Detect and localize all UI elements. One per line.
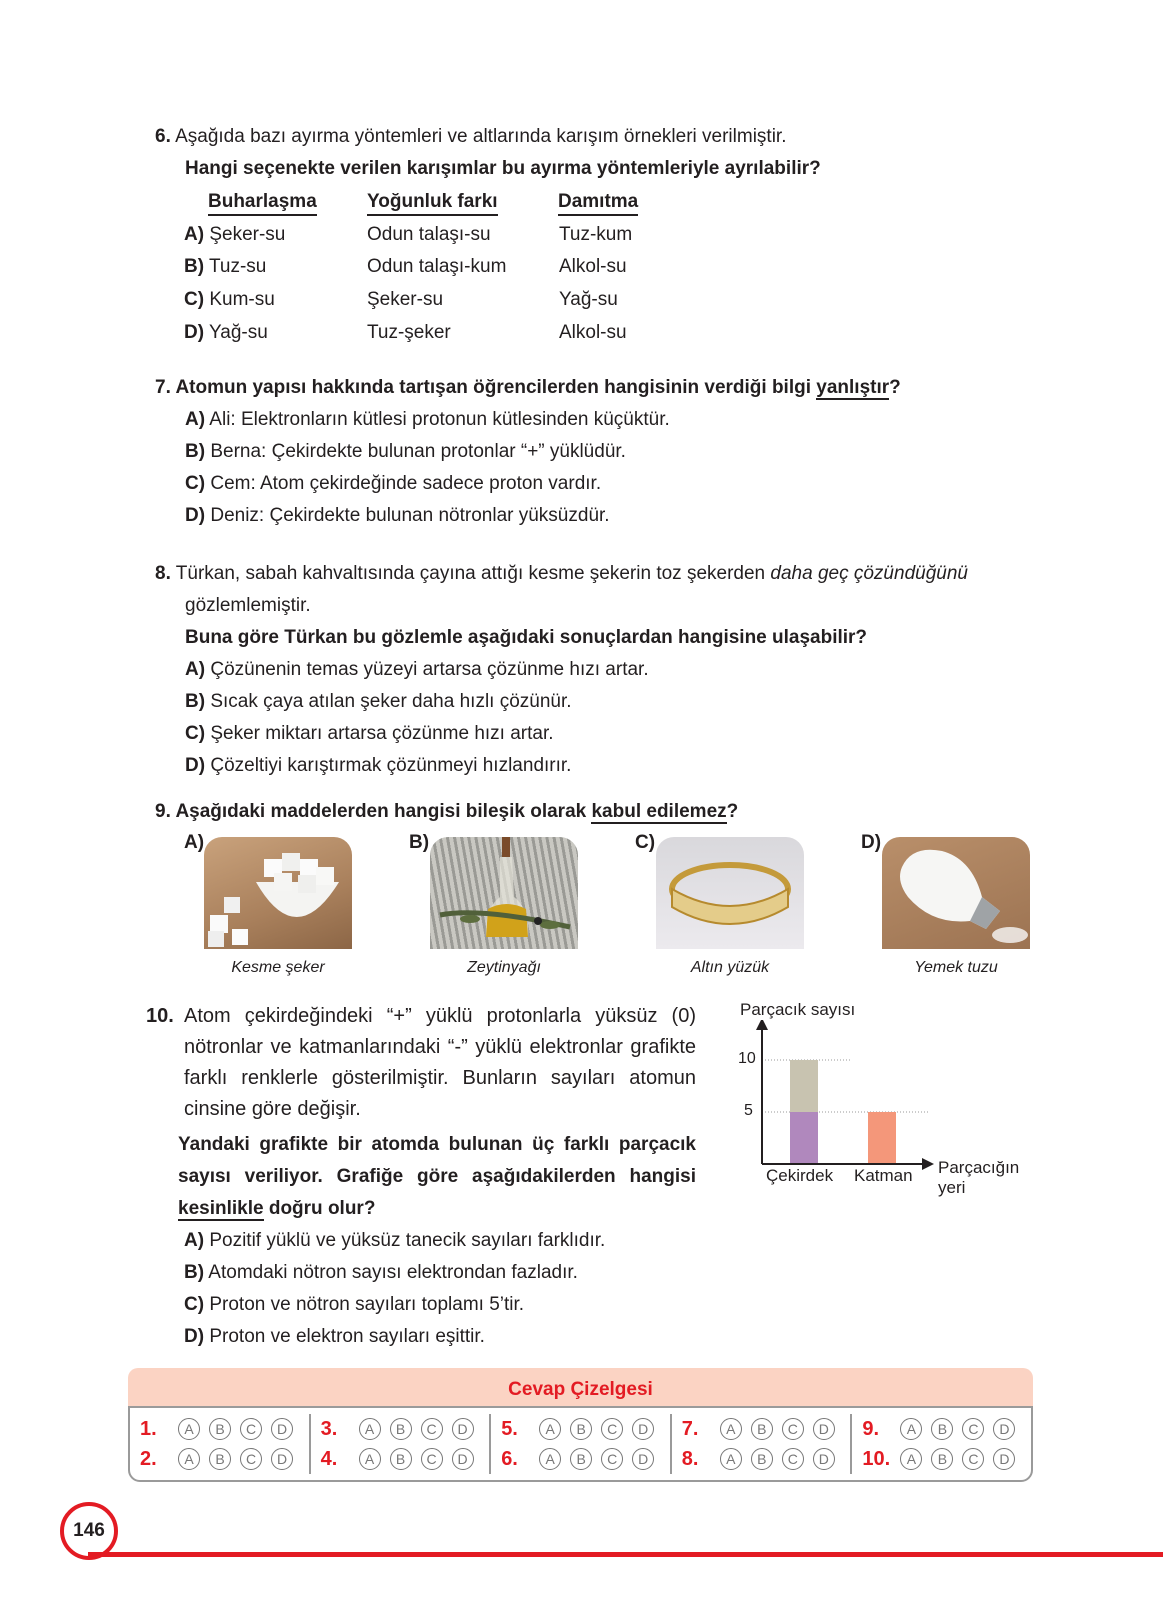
question-10 xyxy=(146,1001,696,1353)
salt-shaker-icon xyxy=(882,837,1030,949)
answer-number: 7. xyxy=(681,1417,699,1440)
answer-bubble-b[interactable]: B xyxy=(570,1448,592,1470)
question-7 xyxy=(155,372,1055,532)
question-stem: Aşağıda bazı ayırma yöntemleri ve altlarında karışım örnekleri verilmiştir. xyxy=(175,126,787,147)
x-axis-arrow-icon xyxy=(922,1158,934,1170)
option-text: Deniz: Çekirdekte bulunan nötronlar yüksüzdür. xyxy=(210,505,610,526)
x-axis-label: Parçacığın yeri xyxy=(938,1158,1020,1197)
y-tick: 10 xyxy=(738,1050,756,1067)
answer-bubble-d[interactable]: D xyxy=(993,1418,1015,1440)
answer-row xyxy=(682,1414,851,1444)
option-label: C) xyxy=(185,473,206,494)
question-stem-cont: gözlemlemiştir. xyxy=(185,595,311,616)
answer-row xyxy=(862,1444,1031,1474)
option-label: A) xyxy=(184,1230,205,1251)
option-label: B) xyxy=(185,691,206,712)
question-6 xyxy=(155,121,1055,185)
cell: Tuz-şeker xyxy=(367,322,451,343)
answer-row xyxy=(501,1414,670,1444)
answer-option[interactable] xyxy=(184,1225,696,1257)
salt-shaker-photo[interactable] xyxy=(882,837,1030,949)
x-category: Katman xyxy=(854,1166,913,1185)
answer-bubble-d[interactable]: D xyxy=(271,1418,293,1440)
answer-sheet xyxy=(128,1368,1033,1482)
answer-option[interactable] xyxy=(185,718,1055,750)
cell: Şeker-su xyxy=(367,289,444,310)
sugar-cubes-photo[interactable] xyxy=(204,837,352,949)
answer-number: 5. xyxy=(501,1417,518,1440)
answer-bubble-a[interactable]: A xyxy=(359,1448,381,1470)
question-prompt: Hangi seçenekte verilen karışımlar bu ayırma yöntemleriyle ayrılabilir? xyxy=(185,158,821,179)
answer-bubble-a[interactable]: A xyxy=(900,1448,922,1470)
option-text: Çözünenin temas yüzeyi artarsa çözünme hızı artar. xyxy=(210,659,649,680)
sugar-cubes-icon xyxy=(204,837,352,949)
answer-bubble-c[interactable]: C xyxy=(601,1418,623,1440)
answer-bubble-c[interactable]: C xyxy=(421,1418,443,1440)
answer-number: 4. xyxy=(320,1447,338,1470)
question-number: 7. xyxy=(155,377,171,398)
answer-bubble-a[interactable]: A xyxy=(178,1418,200,1440)
option-label: C) xyxy=(184,289,205,310)
option-text: Proton ve nötron sayıları toplamı 5’tir. xyxy=(209,1294,525,1315)
answer-bubble-d[interactable]: D xyxy=(632,1418,654,1440)
answer-bubble-c[interactable]: C xyxy=(601,1448,623,1470)
column-header: Damıtma xyxy=(558,190,638,216)
answer-bubble-d[interactable]: D xyxy=(813,1448,835,1470)
option-text: Ali: Elektronların kütlesi protonun kütlesinden küçüktür. xyxy=(209,409,670,430)
answer-bubble-d[interactable]: D xyxy=(452,1448,474,1470)
answer-bubble-c[interactable]: C xyxy=(240,1448,262,1470)
answer-column xyxy=(672,1414,853,1474)
option-caption: Zeytinyağı xyxy=(467,959,541,976)
answer-bubble-a[interactable]: A xyxy=(539,1418,561,1440)
answer-bubble-c[interactable]: C xyxy=(962,1448,984,1470)
cell: Alkol-su xyxy=(559,256,627,277)
answer-row xyxy=(501,1444,670,1474)
answer-bubble-a[interactable]: A xyxy=(178,1448,200,1470)
option-text: Berna: Çekirdekte bulunan protonlar “+” yüklüdür. xyxy=(210,441,626,462)
answer-row xyxy=(682,1444,851,1474)
question-number: 8. xyxy=(155,563,171,584)
question-number: 9. xyxy=(155,801,171,822)
olive-oil-photo[interactable] xyxy=(430,837,578,949)
answer-column xyxy=(491,1414,672,1474)
cell: Odun talaşı-su xyxy=(367,224,491,245)
answer-bubble-c[interactable]: C xyxy=(240,1418,262,1440)
answer-bubble-b[interactable]: B xyxy=(751,1448,773,1470)
y-axis-arrow-icon xyxy=(756,1020,768,1030)
answer-row xyxy=(862,1414,1031,1444)
answer-bubble-d[interactable]: D xyxy=(452,1418,474,1440)
option-label: A) xyxy=(185,409,206,430)
question-prompt: Buna göre Türkan bu gözlemle aşağıdaki sonuçlardan hangisine ulaşabilir? xyxy=(185,627,868,648)
answer-bubble-b[interactable]: B xyxy=(390,1448,412,1470)
answer-bubble-a[interactable]: A xyxy=(720,1418,742,1440)
emphasis-underline: kesinlikle xyxy=(178,1198,264,1219)
column-header: Buharlaşma xyxy=(208,190,317,216)
option-label: C) xyxy=(184,1294,205,1315)
answer-bubble-d[interactable]: D xyxy=(271,1448,293,1470)
answer-bubble-c[interactable]: C xyxy=(962,1418,984,1440)
answer-bubble-d[interactable]: D xyxy=(813,1418,835,1440)
option-text: Çözeltiyi karıştırmak çözünmeyi hızlandırır. xyxy=(210,755,572,776)
olive-oil-bottle-icon xyxy=(430,837,578,949)
answer-sheet-title: Cevap Çizelgesi xyxy=(128,1368,1033,1412)
cell: Yağ-su xyxy=(209,322,268,343)
x-category: Çekirdek xyxy=(766,1166,834,1185)
y-axis-label: Parçacık sayısı xyxy=(740,1000,856,1019)
answer-option[interactable] xyxy=(184,1257,696,1289)
gold-ring-photo[interactable] xyxy=(656,837,804,949)
option-caption: Kesme şeker xyxy=(231,959,325,976)
answer-bubble-c[interactable]: C xyxy=(421,1448,443,1470)
option-text: Atomdaki nötron sayısı elektrondan fazladır. xyxy=(208,1262,578,1283)
answer-bubble-b[interactable]: B xyxy=(209,1448,231,1470)
answer-bubble-b[interactable]: B xyxy=(570,1418,592,1440)
answer-row xyxy=(140,1444,309,1474)
footer-rule xyxy=(88,1552,1163,1557)
question-stem: Türkan, sabah kahvaltısında çayına attığı kesme şekerin toz şekerden xyxy=(175,563,771,584)
option-label: A) xyxy=(185,659,206,680)
answer-bubble-b[interactable]: B xyxy=(931,1448,953,1470)
answer-option[interactable] xyxy=(185,654,1055,686)
option-label: D) xyxy=(185,505,206,526)
gold-ring-icon xyxy=(656,837,804,949)
page-number: 146 xyxy=(73,1520,105,1541)
question-stem: Atom çekirdeğindeki “+” yüklü protonlarla yüksüz (0) nötronlar ve katmanlarındaki “-” yüklü elektronlar grafikte farklı renklerle gösterilmiştir. Bunların sayıları atomun cinsine göre değişir. xyxy=(184,1005,696,1120)
answer-number: 2. xyxy=(140,1447,157,1470)
option-label: B) xyxy=(409,832,430,853)
answer-option[interactable] xyxy=(185,436,1055,468)
option-label: D) xyxy=(184,322,205,343)
option-label: A) xyxy=(184,832,205,853)
bar-katman xyxy=(868,1112,896,1164)
option-text: Proton ve elektron sayıları eşittir. xyxy=(209,1326,485,1347)
answer-option[interactable] xyxy=(185,500,1055,532)
answer-number: 6. xyxy=(501,1447,518,1470)
answer-column xyxy=(130,1414,311,1474)
answer-column xyxy=(311,1414,492,1474)
answer-bubble-a[interactable]: A xyxy=(539,1448,561,1470)
answer-bubble-b[interactable]: B xyxy=(390,1418,412,1440)
option-caption: Altın yüzük xyxy=(690,959,770,976)
answer-option[interactable] xyxy=(185,750,1055,782)
answer-number: 1. xyxy=(140,1417,157,1440)
option-label: B) xyxy=(184,1262,205,1283)
column-header: Yoğunluk farkı xyxy=(367,190,498,216)
cell: Alkol-su xyxy=(559,322,627,343)
option-label: B) xyxy=(184,256,205,277)
answer-row xyxy=(140,1414,309,1444)
answer-bubble-d[interactable]: D xyxy=(632,1448,654,1470)
y-tick: 5 xyxy=(744,1102,753,1119)
cell: Şeker-su xyxy=(209,224,286,245)
answer-bubble-a[interactable]: A xyxy=(900,1418,922,1440)
bar-chart xyxy=(730,1020,1050,1170)
answer-option[interactable] xyxy=(184,1321,696,1353)
answer-bubble-d[interactable]: D xyxy=(993,1448,1015,1470)
cell: Odun talaşı-kum xyxy=(367,256,507,277)
page-number-badge xyxy=(60,1502,118,1560)
cell: Yağ-su xyxy=(559,289,618,310)
cell: Kum-su xyxy=(209,289,275,310)
question-9 xyxy=(155,796,1055,828)
option-text: Sıcak çaya atılan şeker daha hızlı çözünür. xyxy=(210,691,572,712)
answer-number: 8. xyxy=(681,1447,699,1470)
answer-number: 10. xyxy=(862,1447,891,1470)
answer-bubble-b[interactable]: B xyxy=(751,1418,773,1440)
option-text: Cem: Atom çekirdeğinde sadece proton vardır. xyxy=(210,473,602,494)
cell: Tuz-kum xyxy=(559,224,633,245)
answer-number: 3. xyxy=(320,1417,338,1440)
question-prompt: Atomun yapısı hakkında tartışan öğrencilerden hangisinin verdiği bilgi xyxy=(175,377,817,398)
question-mark: ? xyxy=(726,801,739,822)
option-label: B) xyxy=(185,441,206,462)
option-text: Şeker miktarı artarsa çözünme hızı artar. xyxy=(210,723,554,744)
option-label: D) xyxy=(861,832,882,853)
answer-column xyxy=(852,1414,1031,1474)
answer-option[interactable] xyxy=(184,1289,696,1321)
bar-cekirdek-upper xyxy=(790,1060,818,1112)
cell: Tuz-su xyxy=(209,256,267,277)
answer-bubble-a[interactable]: A xyxy=(359,1418,381,1440)
question-8 xyxy=(155,558,1055,782)
option-text: Pozitif yüklü ve yüksüz tanecik sayıları farklıdır. xyxy=(209,1230,606,1251)
stem-italic: daha geç çözündüğünü xyxy=(770,563,968,584)
answer-bubble-b[interactable]: B xyxy=(209,1418,231,1440)
answer-option[interactable] xyxy=(185,468,1055,500)
bar-cekirdek-lower xyxy=(790,1112,818,1164)
option-label: C) xyxy=(185,723,206,744)
answer-grid xyxy=(128,1406,1033,1482)
answer-bubble-c[interactable]: C xyxy=(782,1448,804,1470)
answer-number: 9. xyxy=(862,1417,880,1440)
answer-row xyxy=(321,1414,490,1444)
option-label: D) xyxy=(185,755,206,776)
question-number: 10. xyxy=(146,1005,174,1027)
question-prompt: Yandaki grafikte bir atomda bulunan üç farklı parçacık sayısı veriliyor. Grafiğe göre aşağıdakilerden hangisi kesinlikle doğru olur? xyxy=(178,1134,696,1219)
particle-count-chart xyxy=(730,1000,1050,1200)
question-prompt: Aşağıdaki maddelerden hangisi bileşik olarak xyxy=(175,801,592,822)
option-caption: Yemek tuzu xyxy=(914,959,998,976)
answer-bubble-a[interactable]: A xyxy=(720,1448,742,1470)
option-label: C) xyxy=(635,832,656,853)
answer-option[interactable] xyxy=(185,404,1055,436)
option-label: A) xyxy=(184,224,205,245)
question-number: 6. xyxy=(155,126,171,147)
option-label: D) xyxy=(184,1326,205,1347)
answer-bubble-b[interactable]: B xyxy=(931,1418,953,1440)
emphasis-underline: kabul edilemez xyxy=(591,801,727,822)
answer-bubble-c[interactable]: C xyxy=(782,1418,804,1440)
answer-row xyxy=(321,1444,490,1474)
answer-option[interactable] xyxy=(185,686,1055,718)
question-mark: ? xyxy=(889,377,901,398)
emphasis-underline: yanlıştır xyxy=(816,377,890,398)
